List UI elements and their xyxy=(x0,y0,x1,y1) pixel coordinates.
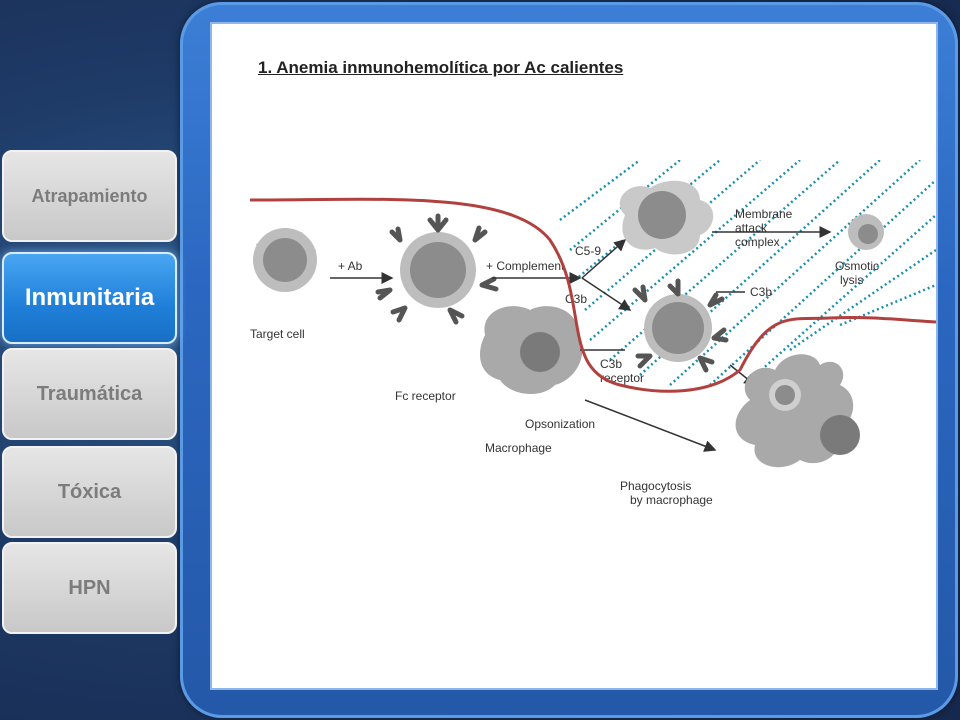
tab-traumatica[interactable]: Traumática xyxy=(2,348,177,440)
label-osmotic-2: lysis xyxy=(840,273,864,287)
antibody-coated-cell xyxy=(378,216,496,322)
label-mac-3: complex xyxy=(735,235,780,249)
tab-atrapamiento[interactable]: Atrapamiento xyxy=(2,150,177,242)
slide-title: 1. Anemia inmunohemolítica por Ac calientes xyxy=(258,58,624,77)
label-plus-ab: + Ab xyxy=(338,259,363,273)
label-opsonization: Opsonization xyxy=(525,417,596,431)
mac-damaged-cell xyxy=(620,181,713,255)
lysed-cell xyxy=(848,214,884,250)
label-mac-2: attack xyxy=(735,221,768,235)
label-c3b-receptor-2: receptor xyxy=(600,371,645,385)
tab-toxica[interactable]: Tóxica xyxy=(2,446,177,538)
label-plus-complement: + Complement xyxy=(486,259,565,273)
label-c3b-right: C3b xyxy=(750,285,773,299)
tab-hpn[interactable]: HPN xyxy=(2,542,177,634)
tab-inmunitaria[interactable]: Inmunitaria xyxy=(2,252,177,344)
c3b-coated-cell xyxy=(635,281,726,370)
target-cell xyxy=(253,228,317,292)
label-c3b-receptor-1: C3b xyxy=(600,357,623,371)
side-navigation xyxy=(0,0,180,720)
label-c5-9: C5-9 xyxy=(575,244,602,258)
label-phagocytosis-2: by macrophage xyxy=(630,493,713,507)
label-osmotic-1: Osmotic xyxy=(835,259,880,273)
label-target-cell: Target cell xyxy=(250,327,305,341)
phagocytosing-macrophage xyxy=(736,354,860,467)
label-macrophage: Macrophage xyxy=(485,441,552,455)
hatched-region xyxy=(560,160,936,385)
label-fc-receptor: Fc receptor xyxy=(395,389,456,403)
label-c3b-top: C3b xyxy=(565,292,588,306)
label-mac-1: Membrane xyxy=(735,207,793,221)
hemolysis-diagram xyxy=(230,160,936,510)
macrophage-left xyxy=(480,306,582,394)
label-phagocytosis-1: Phagocytosis xyxy=(620,479,692,493)
arrow-opsonization xyxy=(585,400,715,450)
